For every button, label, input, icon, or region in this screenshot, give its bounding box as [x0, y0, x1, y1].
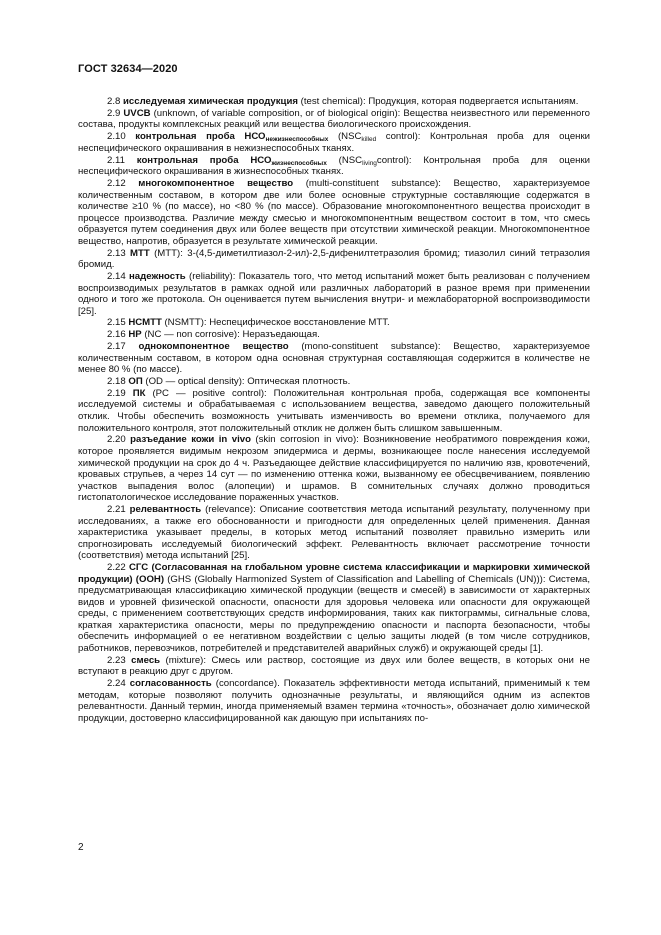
clause-number: 2.11: [107, 154, 125, 166]
defined-term: контрольная проба НСО: [135, 131, 266, 143]
abbreviation: (NSC: [326, 154, 363, 166]
defined-term: многокомпонентное вещество: [138, 178, 294, 190]
clause-number: 2.16: [107, 329, 126, 341]
clause-number: 2.12: [107, 178, 126, 190]
document-body: [78, 96, 590, 725]
defined-term: МТТ: [130, 247, 150, 259]
abbreviation-subscript: killed: [361, 136, 377, 144]
definition-2-14: [78, 271, 590, 317]
clause-number: 2.10: [107, 131, 126, 143]
clause-number: 2.23: [107, 654, 126, 666]
definition-2-16: [78, 329, 590, 341]
term-subscript: жизнеспособных: [271, 159, 327, 167]
defined-term: смесь: [131, 654, 161, 666]
definition-text: (МТТ): 3-(4,5-диметилтиазол-2-ил)-2,5-дифенилтетразолия бромид; тиазолил синий тетразолия бромид.: [78, 247, 591, 271]
clause-number: 2.24: [107, 678, 126, 690]
defined-term: контрольная проба НСО: [136, 154, 272, 166]
clause-number: 2.21: [107, 504, 126, 515]
defined-term: СГС (Согласованная на глобальном уровне система классификации и маркировки химической продукции) (ООН): [78, 562, 590, 585]
clause-number: 2.19: [107, 387, 126, 399]
defined-term: НСМТТ: [128, 317, 162, 329]
definition-2-22: [78, 562, 590, 654]
abbreviation: (NSC: [328, 131, 362, 143]
defined-term: надежность: [129, 270, 186, 282]
definition-2-15: [78, 317, 590, 329]
definition-text: (NC — non corrosive): Неразъедающая.: [141, 329, 320, 341]
defined-term: ОП: [128, 376, 143, 388]
definition-text: (mixture): Смесь или раствор, состоящие из двух или более веществ, в которых они не вступают в реакцию друг с другом.: [78, 654, 590, 678]
definition-2-13: [78, 248, 590, 271]
term-subscript: нежизнеспособных: [265, 136, 329, 144]
definition-text: (multi-constituent substance): Вещество, характеризуемое количественным составом, в котором две или более основные структурные составляющие содержатся в количестве ≥10 % (по массе), но <80 % (по массе). Образование многокомпонентного вещества происходит в процессе производства. Различие между смесью и многокомпонентным веществом состоит в том, что смесь образуется путем соединения двух или более веществ при отсутствии химической реакции. Многокомпонентное вещество, напротив, образуется в результате химической реакции.: [78, 178, 591, 247]
definition-text: (NSMTT): Неспецифическое восстановление МТТ.: [161, 317, 390, 329]
definition-text: (PC — positive control): Положительная контрольная проба, содержащая все компоненты исследуемой системы и обрабатываемая с использованием вещества, заведомо дающего положительный отклик. Чтобы обеспечить возможность учитывать изменчивость во времени отклика, получаемого для положительного контроля, этот положительный отклик не должен быть слишком завышенным.: [78, 387, 591, 434]
definition-text: control): Контрольная проба для оценки неспецифического окрашивания в нежизнеспособных тканях.: [78, 131, 591, 154]
clause-number: 2.17: [107, 341, 126, 353]
definition-text: (concordance). Показатель эффективности метода испытаний, применимый к тем методам, которые позволяют получить однозначные результаты, и являющийся одним из аспектов релевантности. Данный термин, иногда применяемый взамен термина «точность», обозначает долю химической продукции, достоверно классифицированной как дающую при испытаниях по-: [78, 678, 590, 724]
page-number: 2: [78, 842, 84, 853]
clause-number: 2.8: [107, 96, 121, 107]
document-header: ГОСТ 32634—2020: [78, 63, 178, 75]
definition-2-24: [78, 678, 590, 724]
clause-number: 2.20: [107, 434, 126, 446]
defined-term: согласованность: [129, 678, 212, 690]
definition-text: (unknown, of variable composition, or of biological origin): Вещества неизвестного или переменного состава, продукты комплексных реакций или вещества биологического происхождения.: [78, 107, 590, 131]
defined-term: исследуемая химическая продукция: [123, 96, 298, 107]
definition-text: (skin corrosion in vivo): Возникновение необратимого повреждения кожи, которое проявляется видимым некрозом эпидермиса и дермы, возникающее после нанесения исследуемой химической продукции на срок до 4 ч. Разъедающее действие классифицируется по наличию язв, кровотечений, кровавых струпьев, а через 14 сут — по изменению оттенка кожи, вызванному ее обесцвечиванием, появлению участков выпадения волос (алопеции) и шрамов. В сомнительных случаях должно проводиться гистопатологическое исследование пораженных участков.: [78, 434, 591, 504]
definition-text: (GHS (Globally Harmonized System of Classification and Labelling of Chemicals (UN))): Система, предусматривающая классификацию химической продукции (веществ и смесей) в зависимости от характерных видов и уровней физической опасности, опасности для здоровья человека или опасности для окружающей среды, с применением соответствующих средств информирования, таких как пиктограммы, сигнальные слова, краткая характеристика опасности, меры по предупреждению опасности и паспорта безопасности, чтобы обеспечить информацией о ее негативном воздействии с целью защиты людей (в том числе сотрудников, работников, перевозчиков, потребителей и представителей аварийных служб) и окружающей среды [1].: [78, 573, 591, 654]
clause-number: 2.18: [107, 376, 126, 388]
defined-term: ПК: [132, 387, 146, 399]
clause-number: 2.22: [107, 562, 126, 574]
definition-2-21: [78, 504, 590, 562]
definition-text: (test chemical): Продукция, которая подвергается испытаниям.: [297, 96, 579, 107]
defined-term: релевантность: [129, 504, 202, 515]
definition-text: (mono-constituent substance): Вещество, характеризуемое количественным составом, в котором одна основная структурная составляющая содержится в количестве не менее 80 % (по массе).: [78, 341, 590, 376]
clause-number: 2.15: [107, 317, 126, 329]
definition-2-10: [78, 131, 590, 154]
definition-text: (OD — optical density): Оптическая плотность.: [142, 376, 351, 388]
definition-2-9: [78, 108, 590, 131]
definition-2-8: [78, 96, 590, 108]
defined-term: однокомпонентное вещество: [138, 341, 289, 353]
defined-term: UVCB: [123, 107, 151, 119]
definition-2-18: [78, 376, 590, 388]
definition-text: control): Контрольная проба для оценки неспецифического окрашивания в жизнеспособных тканях.: [78, 154, 591, 178]
defined-term: НР: [128, 329, 142, 341]
definition-2-17: [78, 341, 590, 376]
definition-text: (relevance): Описание соответствия метода испытаний результату, полученному при исследованиях, а также его обоснованности и пригодности для определенных целей применения. Данная характеристика указывает пределы, в которых метод испытаний позволяет правильно измерить или спрогнозировать исследуемый биологический эффект. Релевантность включает рассмотрение точности (соответствия) метода испытаний [25].: [78, 504, 590, 562]
definition-2-11: [78, 155, 590, 178]
definition-2-20: [78, 434, 590, 503]
definition-2-23: [78, 655, 590, 678]
clause-number: 2.13: [107, 247, 126, 259]
clause-number: 2.9: [107, 107, 121, 119]
defined-term: разъедание кожи in vivo: [130, 434, 251, 446]
definition-text: (reliability): Показатель того, что метод испытаний может быть реализован с получением воспроизводимых результатов в рамках одной или различных лабораторий в разное время при применении одного и того же протокола. Он оценивается путем вычисления внутри- и межлабораторной воспроизводимости [25].: [78, 270, 590, 317]
definition-2-12: [78, 178, 590, 247]
abbreviation-subscript: living: [362, 159, 377, 167]
clause-number: 2.14: [107, 270, 126, 282]
definition-2-19: [78, 388, 590, 434]
